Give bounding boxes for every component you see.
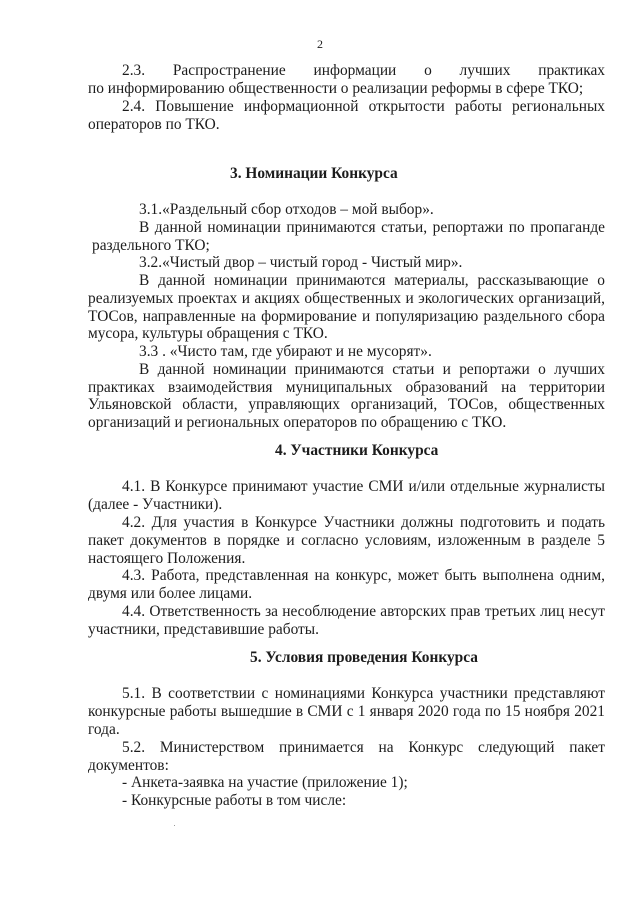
paragraph-5-1-line-3: года. <box>88 721 120 738</box>
paragraph-2-4-line-2: операторов по ТКО. <box>88 116 220 133</box>
section-5-heading: 5. Условия проведения Конкурса <box>250 649 478 666</box>
paragraph-4-4-line-1: 4.4. Ответственность за несоблюдение авторских прав третьих лиц несут <box>122 603 605 620</box>
nomination-1-text-line-1: В данной номинации принимаются статьи, репортажи по пропаганде <box>139 219 605 236</box>
section-4-heading: 4. Участники Конкурса <box>275 442 439 459</box>
nomination-1-title: 3.1.«Раздельный сбор отходов – мой выбор». <box>139 201 434 218</box>
paragraph-4-1-line-2: (далее - Участники). <box>88 496 223 513</box>
nomination-3-text-line-3: Ульяновской области, управляющих организаций, ТОСов, общественных <box>88 396 605 413</box>
paragraph-5-2-line-1: 5.2. Министерством принимается на Конкурс следующий пакет <box>122 739 605 756</box>
paragraph-4-1-line-1: 4.1. В Конкурсе принимают участие СМИ и/или отдельные журналисты <box>122 478 605 495</box>
nomination-1-text-line-2: раздельного ТКО; <box>92 237 210 254</box>
nomination-3-title: 3.3 . «Чисто там, где убирают и не мусорят». <box>139 343 432 360</box>
paragraph-2-3-line-2: по информированию общественности о реализации реформы в сфере ТКО; <box>88 80 584 97</box>
nomination-2-text-line-4: мусора, культуры обращения с ТКО. <box>88 325 328 342</box>
document-list-item-1: - Анкета-заявка на участие (приложение 1); <box>122 774 408 791</box>
document-list-item-2: - Конкурсные работы в том числе: <box>122 792 347 809</box>
paragraph-4-4-line-2: участники, представившие работы. <box>88 621 319 638</box>
nomination-3-text-line-1: В данной номинации принимаются статьи и репортажи о лучших <box>139 361 605 378</box>
nomination-2-text-line-2: реализуемых проектах и акциях общественных и экологических организаций, <box>88 290 605 307</box>
nomination-2-text-line-1: В данной номинации принимаются материалы, рассказывающие о <box>139 272 605 289</box>
page-number: 2 <box>317 37 323 51</box>
paragraph-4-3-line-2: двумя или более лицами. <box>88 585 253 602</box>
paragraph-4-2-line-3: настоящего Положения. <box>88 550 246 567</box>
paragraph-5-2-line-2: документов: <box>88 757 169 774</box>
nomination-3-text-line-4: организаций и региональных операторов по обращению с ТКО. <box>88 414 507 431</box>
paragraph-4-2-line-2: пакет документов в порядке и согласно условиям, изложенным в разделе 5 <box>88 532 605 549</box>
nomination-2-text-line-3: ТОСов, направленные на формирование и популяризацию раздельного сбора <box>88 308 605 325</box>
nomination-3-text-line-2: практиках взаимодействия муниципальных образований на территории <box>88 379 605 396</box>
paragraph-2-3-line-1: 2.3. Распространение информации о лучших практиках <box>122 62 605 79</box>
scan-speck <box>174 825 175 826</box>
section-3-heading: 3. Номинации Конкурса <box>230 165 398 182</box>
paragraph-2-4-line-1: 2.4. Повышение информационной открытости работы региональных <box>122 98 605 115</box>
nomination-2-title: 3.2.«Чистый двор – чистый город - Чистый мир». <box>139 254 463 271</box>
paragraph-5-1-line-1: 5.1. В соответствии с номинациями Конкурса участники представляют <box>122 685 605 702</box>
paragraph-4-3-line-1: 4.3. Работа, представленная на конкурс, может быть выполнена одним, <box>122 567 605 584</box>
paragraph-5-1-line-2: конкурсные работы вышедшие в СМИ с 1 января 2020 года по 15 ноября 2021 <box>88 703 605 720</box>
paragraph-4-2-line-1: 4.2. Для участия в Конкурсе Участники должны подготовить и подать <box>122 514 605 531</box>
